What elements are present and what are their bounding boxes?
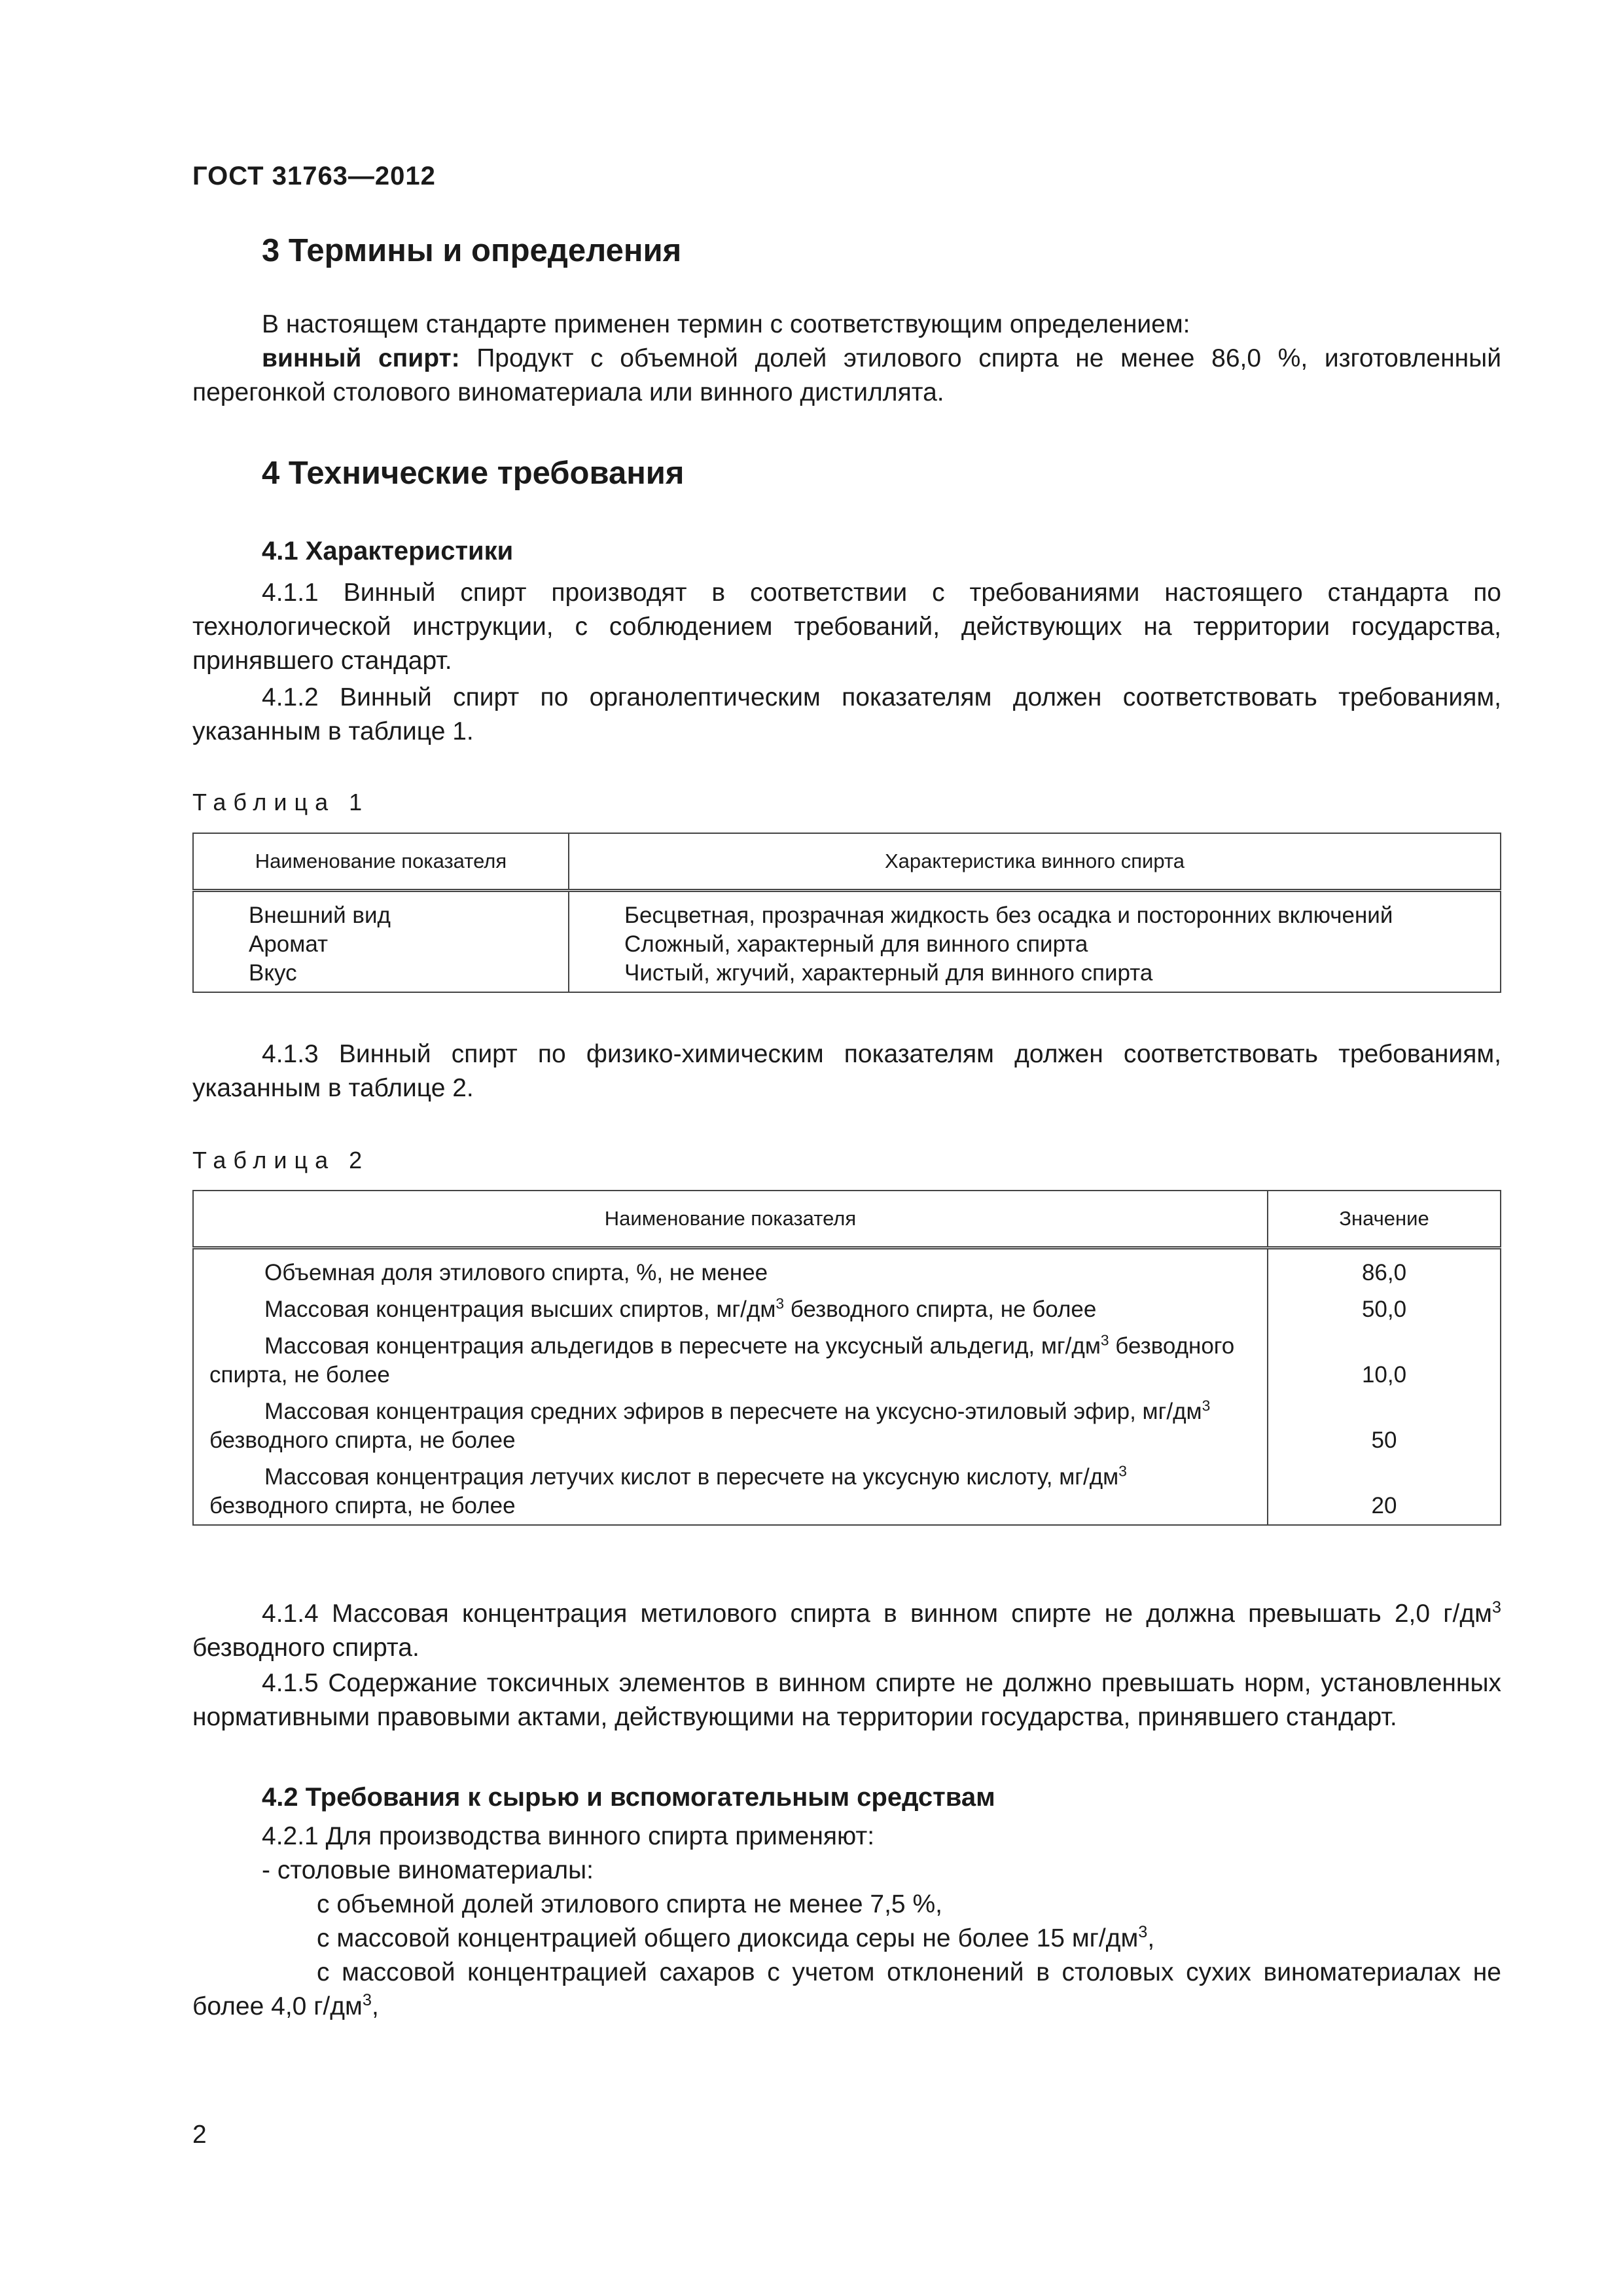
table-header-cell: Характеристика винного спирта bbox=[569, 833, 1501, 891]
page-number: 2 bbox=[192, 2121, 207, 2149]
table-row bbox=[193, 1393, 1501, 1459]
table-cell-text: Объемная доля этилового спирта, %, не менее bbox=[264, 1260, 768, 1285]
table-cell bbox=[193, 1291, 1268, 1328]
table-value-cell: 10,0 bbox=[1268, 1328, 1501, 1393]
table-cell: Бесцветная, прозрачная жидкость без осадка и посторонних включений bbox=[569, 891, 1501, 931]
table-cell-text: безводного спирта, не более bbox=[209, 1493, 516, 1518]
table-row bbox=[193, 891, 1501, 931]
table-cell-text: Массовая концентрация средних эфиров в пересчете на уксусно-этиловый эфир, мг/дм bbox=[264, 1399, 1202, 1424]
table-row bbox=[193, 1459, 1501, 1525]
term-definition-text: Продукт с объемной долей этилового спирта не менее 86,0 %, изготовленный перегонкой столового виноматериала или винного дистиллята. bbox=[192, 344, 1501, 406]
paragraph-4-2-1: 4.2.1 Для производства винного спирта применяют: bbox=[262, 1822, 875, 1850]
superscript: 3 bbox=[776, 1295, 785, 1312]
condition-text: с массовой концентрацией общего диоксида серы не более 15 мг/дм bbox=[317, 1924, 1139, 1952]
table-cell-text: безводного спирта, не более bbox=[209, 1427, 516, 1453]
table-cell-text: Массовая концентрация альдегидов в пересчете на уксусный альдегид, мг/дм bbox=[264, 1333, 1101, 1359]
table-cell: Сложный, характерный для винного спирта bbox=[569, 930, 1501, 959]
superscript: 3 bbox=[1491, 1598, 1501, 1617]
table-value-cell: 86,0 bbox=[1268, 1248, 1501, 1292]
table-cell bbox=[193, 1393, 1268, 1459]
condition-text: , bbox=[371, 1992, 379, 2020]
paragraph-4-1-4 bbox=[192, 1597, 1501, 1665]
table-cell: Вкус bbox=[193, 959, 569, 992]
paragraph-4-1-5: 4.1.5 Содержание токсичных элементов в винном спирте не должно превышать норм, установленных нормативными правовыми актами, действующими на территории государства, принявшего стандарт. bbox=[192, 1669, 1501, 1731]
table-header-cell: Наименование показателя bbox=[193, 833, 569, 891]
table-row bbox=[193, 1248, 1501, 1292]
table-value-cell: 20 bbox=[1268, 1459, 1501, 1525]
condition-sugar bbox=[192, 1956, 1501, 2024]
table-cell: Аромат bbox=[193, 930, 569, 959]
superscript: 3 bbox=[362, 1991, 372, 2009]
paragraph-text: 4.1.4 Массовая концентрация метилового спирта в винном спирте не должна превышать 2,0 г/дм bbox=[262, 1600, 1492, 1628]
paragraph-4-1-1: 4.1.1 Винный спирт производят в соответствии с требованиями настоящего стандарта по технологической инструкции, с соблюдением требований, действующих на территории государства, принявшего стандарт. bbox=[192, 579, 1501, 675]
table-2 bbox=[192, 1190, 1501, 1526]
table-2-caption: Таблица 2 bbox=[192, 1147, 370, 1174]
term-name: винный спирт: bbox=[262, 344, 460, 372]
condition-text: с массовой концентрацией сахаров с учетом отклонений в столовых сухих виноматериалах не более 4,0 г/дм bbox=[192, 1958, 1501, 2020]
term-definition bbox=[192, 342, 1501, 410]
document-header: ГОСТ 31763—2012 bbox=[192, 162, 436, 190]
section-4-title: 4 Технические требования bbox=[262, 456, 685, 491]
table-value-cell: 50,0 bbox=[1268, 1291, 1501, 1328]
table-cell-text: безводного спирта, не более bbox=[209, 1333, 1235, 1388]
table-header-row bbox=[193, 833, 1501, 891]
table-cell bbox=[193, 1459, 1268, 1525]
table-header-cell: Наименование показателя bbox=[193, 1191, 1268, 1248]
section-3-intro: В настоящем стандарте применен термин с соответствующим определением: bbox=[262, 310, 1190, 338]
table-value-cell: 50 bbox=[1268, 1393, 1501, 1459]
table-cell: Чистый, жгучий, характерный для винного спирта bbox=[569, 959, 1501, 992]
table-header-row bbox=[193, 1191, 1501, 1248]
subsection-4-2-title: 4.2 Требования к сырью и вспомогательным средствам bbox=[262, 1783, 995, 1812]
superscript: 3 bbox=[1202, 1397, 1211, 1414]
condition-alcohol: с объемной долей этилового спирта не менее 7,5 %, bbox=[317, 1890, 942, 1918]
paragraph-4-1-3: 4.1.3 Винный спирт по физико-химическим показателям должен соответствовать требованиям, указанным в таблице 2. bbox=[192, 1040, 1501, 1102]
table-cell-text: Массовая концентрация летучих кислот в пересчете на уксусную кислоту, мг/дм bbox=[264, 1464, 1119, 1490]
paragraph-text: безводного спирта. bbox=[192, 1634, 419, 1662]
superscript: 3 bbox=[1100, 1331, 1109, 1349]
condition-sulfur bbox=[317, 1922, 1154, 1956]
condition-text: , bbox=[1147, 1924, 1155, 1952]
superscript: 3 bbox=[1118, 1462, 1127, 1480]
table-row bbox=[193, 959, 1501, 992]
subsection-4-1-title: 4.1 Характеристики bbox=[262, 537, 514, 565]
superscript: 3 bbox=[1138, 1923, 1148, 1941]
table-cell-text: Массовая концентрация высших спиртов, мг/дм bbox=[264, 1297, 776, 1322]
table-1-caption: Таблица 1 bbox=[192, 789, 370, 816]
table-header-cell: Значение bbox=[1268, 1191, 1501, 1248]
table-cell: Внешний вид bbox=[193, 891, 569, 931]
section-3-title: 3 Термины и определения bbox=[262, 233, 682, 268]
table-cell bbox=[193, 1328, 1268, 1393]
list-item: - столовые виноматериалы: bbox=[262, 1856, 594, 1884]
table-cell bbox=[193, 1248, 1268, 1292]
table-cell-text: безводного спирта, не более bbox=[784, 1297, 1097, 1322]
table-1 bbox=[192, 833, 1501, 993]
table-row bbox=[193, 930, 1501, 959]
table-row bbox=[193, 1291, 1501, 1328]
table-row bbox=[193, 1328, 1501, 1393]
paragraph-4-1-2: 4.1.2 Винный спирт по органолептическим показателям должен соответствовать требованиям, указанным в таблице 1. bbox=[192, 683, 1501, 745]
